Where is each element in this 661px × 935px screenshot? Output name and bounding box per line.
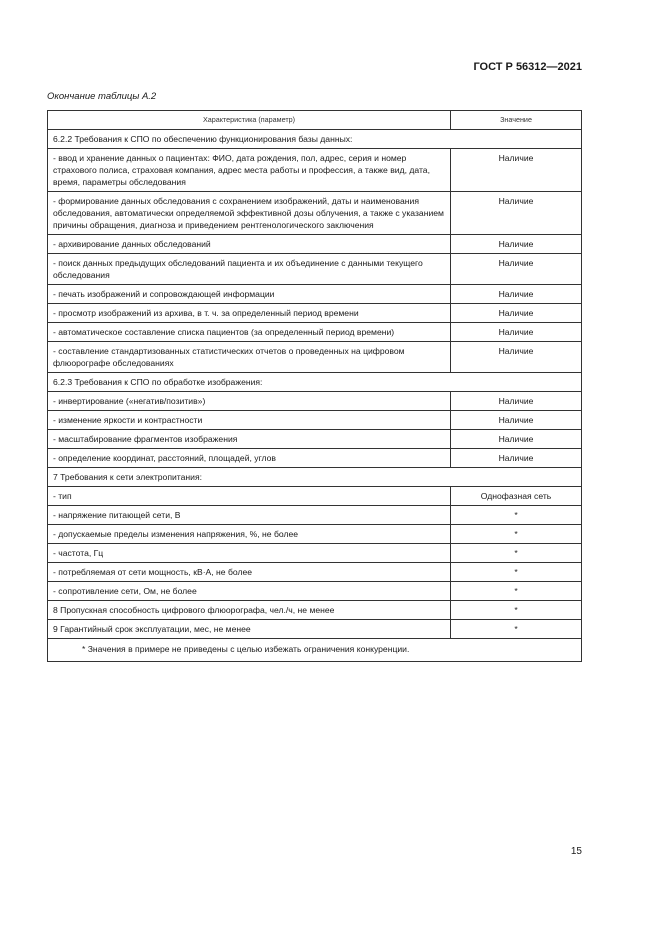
table-row: [48, 601, 582, 620]
section-row: [48, 373, 582, 392]
value-cell: *: [451, 506, 582, 525]
table-row: [48, 620, 582, 639]
value-cell: *: [451, 563, 582, 582]
value-cell: *: [451, 525, 582, 544]
value-cell: Наличие: [451, 192, 582, 235]
parameter-cell: 9 Гарантийный срок эксплуатации, мес, не менее: [48, 620, 451, 639]
value-cell: Наличие: [451, 449, 582, 468]
value-cell: Наличие: [451, 323, 582, 342]
value-cell: Наличие: [451, 304, 582, 323]
value-cell: *: [451, 601, 582, 620]
section-heading: 6.2.3 Требования к СПО по обработке изображения:: [48, 373, 582, 392]
parameter-cell: - масштабирование фрагментов изображения: [48, 430, 451, 449]
value-cell: *: [451, 582, 582, 601]
table-row: [48, 449, 582, 468]
section-row: [48, 130, 582, 149]
table-row: [48, 582, 582, 601]
parameter-cell: - сопротивление сети, Ом, не более: [48, 582, 451, 601]
parameter-cell: - инвертирование («негатив/позитив»): [48, 392, 451, 411]
section-heading: 6.2.2 Требования к СПО по обеспечению функционирования базы данных:: [48, 130, 582, 149]
parameter-cell: - допускаемые пределы изменения напряжения, %, не более: [48, 525, 451, 544]
value-cell: Наличие: [451, 254, 582, 285]
parameter-cell: - потребляемая от сети мощность, кВ·А, не более: [48, 563, 451, 582]
table-row: [48, 392, 582, 411]
value-cell: Наличие: [451, 285, 582, 304]
table-row: [48, 563, 582, 582]
parameter-cell: - просмотр изображений из архива, в т. ч. за определенный период времени: [48, 304, 451, 323]
section-heading: 7 Требования к сети электропитания:: [48, 468, 582, 487]
table-row: [48, 487, 582, 506]
table-row: [48, 342, 582, 373]
parameter-cell: - автоматическое составление списка пациентов (за определенный период времени): [48, 323, 451, 342]
parameter-cell: - частота, Гц: [48, 544, 451, 563]
parameter-cell: 8 Пропускная способность цифрового флюорографа, чел./ч, не менее: [48, 601, 451, 620]
parameter-cell: - напряжение питающей сети, В: [48, 506, 451, 525]
page-number: 15: [570, 846, 582, 857]
footnote-row: [48, 639, 582, 662]
parameter-cell: - поиск данных предыдущих обследований пациента и их объединение с данными текущего обследования: [48, 254, 451, 285]
table-row: [48, 506, 582, 525]
table-row: [48, 411, 582, 430]
value-cell: Наличие: [451, 235, 582, 254]
value-cell: Наличие: [451, 342, 582, 373]
parameter-cell: - архивирование данных обследований: [48, 235, 451, 254]
value-cell: Наличие: [451, 411, 582, 430]
value-cell: *: [451, 544, 582, 563]
parameter-cell: - составление стандартизованных статистических отчетов о проведенных на цифровом флюорографе обследованиях: [48, 342, 451, 373]
column-header-parameter: Характеристика (параметр): [48, 111, 451, 130]
section-row: [48, 468, 582, 487]
table-caption: Окончание таблицы А.2: [47, 91, 157, 102]
parameter-cell: - определение координат, расстояний, площадей, углов: [48, 449, 451, 468]
spec-table: [47, 110, 582, 662]
table-row: [48, 285, 582, 304]
value-cell: Однофазная сеть: [451, 487, 582, 506]
table-row: [48, 149, 582, 192]
table-row: [48, 544, 582, 563]
column-header-value: Значение: [451, 111, 582, 130]
document-code: ГОСТ Р 56312—2021: [473, 61, 582, 73]
parameter-cell: - изменение яркости и контрастности: [48, 411, 451, 430]
table-row: [48, 235, 582, 254]
parameter-cell: - ввод и хранение данных о пациентах: ФИО, дата рождения, пол, адрес, серия и номер страхового полиса, страховая компания, адрес места работы и профессия, а также вид, дата, время, параметры обследования: [48, 149, 451, 192]
table-header-row: [48, 111, 582, 130]
value-cell: Наличие: [451, 149, 582, 192]
table-row: [48, 192, 582, 235]
parameter-cell: - печать изображений и сопровождающей информации: [48, 285, 451, 304]
table-row: [48, 430, 582, 449]
table-row: [48, 323, 582, 342]
value-cell: *: [451, 620, 582, 639]
table-row: [48, 304, 582, 323]
footnote: * Значения в примере не приведены с целью избежать ограничения конкуренции.: [48, 639, 582, 662]
parameter-cell: - формирование данных обследования с сохранением изображений, даты и наименования обследования, автоматически определяемой эффективной дозы облучения, а также с указанием причины обращения, диагноза и приведением рентгенологического заключения: [48, 192, 451, 235]
value-cell: Наличие: [451, 392, 582, 411]
table-row: [48, 525, 582, 544]
value-cell: Наличие: [451, 430, 582, 449]
parameter-cell: - тип: [48, 487, 451, 506]
table-row: [48, 254, 582, 285]
